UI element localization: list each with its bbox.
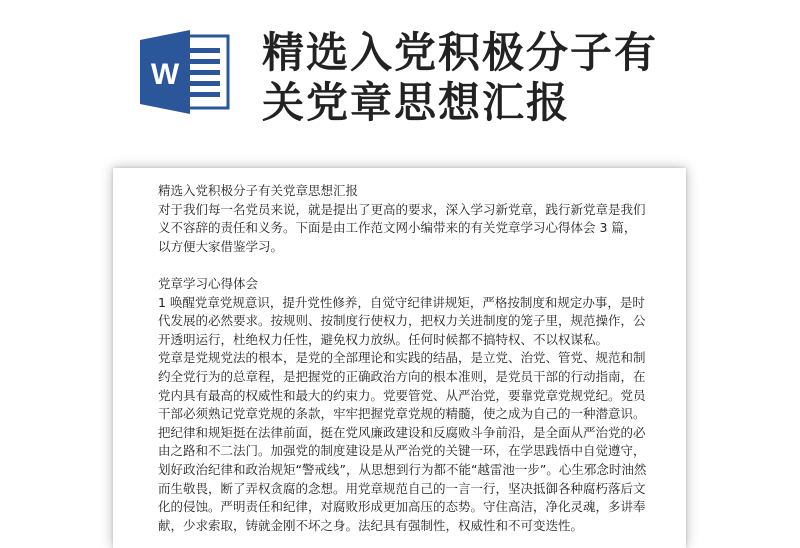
intro-paragraph: 对于我们每一名党员来说，就是提出了更高的要求，深入学习新党章，践行新党章是我们义不容辞的责任和义务。下面是由工作范文网小编带来的有关党章学习心得体会 3 篇，以方便大家借鉴学习。 [158, 201, 646, 254]
page-title-line-1: 精选入党积极分子有 [262, 28, 659, 77]
body-paragraph: 把纪律和规矩挺在法律前面，挺在党风廉政建设和反腐败斗争前沿，是全面从严治党的必由之路和不二法门。加强党的制度建设是从严治党的关键一环，在学思践悟中自觉遵守，划好政治纪律和政治规矩“警戒线”，从思想到行为都不能“越雷池一步”。心生邪念时油然而生敬畏，断了弄权贪腐的念想。用党章规范自己的一言一行，坚决抵御各种腐朽落后文化的侵蚀。严明责任和纪律，对腐败形成更加高压的态势。守住高洁，净化灵魂，多讲奉献，少求索取，铸就金刚不坏之身。法纪具有强制性，权威性和不可变迭性。 [158, 424, 647, 533]
body-paragraph: 1 唤醒党章党规意识，提升党性修养，自觉守纪律讲规矩，严格按制度和规定办事，是时代发展的必然要求。按规则、按制度行使权力，把权力关进制度的笼子里，规范操作，公开透明运行，杜绝权力任性，避免权力放纵。任何时候都不搞特权、不以权谋私。 [158, 294, 646, 347]
document-page [113, 168, 686, 548]
page-title-line-2: 关党章思想汇报 [262, 78, 571, 127]
blank-line [158, 256, 648, 275]
header [0, 0, 800, 160]
word-document-icon [140, 30, 232, 114]
document-body [158, 182, 648, 535]
section-heading: 党章学习心得体会 [158, 275, 259, 291]
page-title [262, 28, 732, 128]
document-title: 精选入党积极分子有关党章思想汇报 [158, 183, 359, 198]
body-paragraph: 党章是党规党法的根本，是党的全部理论和实践的结晶，是立党、治党、管党、规范和制约全党行为的总章程，是把握党的正确政治方向的根本准则，是党员干部的行动指南，在党内具有最高的权威性和最大的约束力。党要管党、从严治党，要靠党章党规党纪。党员干部必须熟记党章党规的条款，牢牢把握党章党规的精髓，使之成为自己的一种潜意识。 [158, 350, 646, 422]
word-icon-letter: W [150, 58, 180, 91]
